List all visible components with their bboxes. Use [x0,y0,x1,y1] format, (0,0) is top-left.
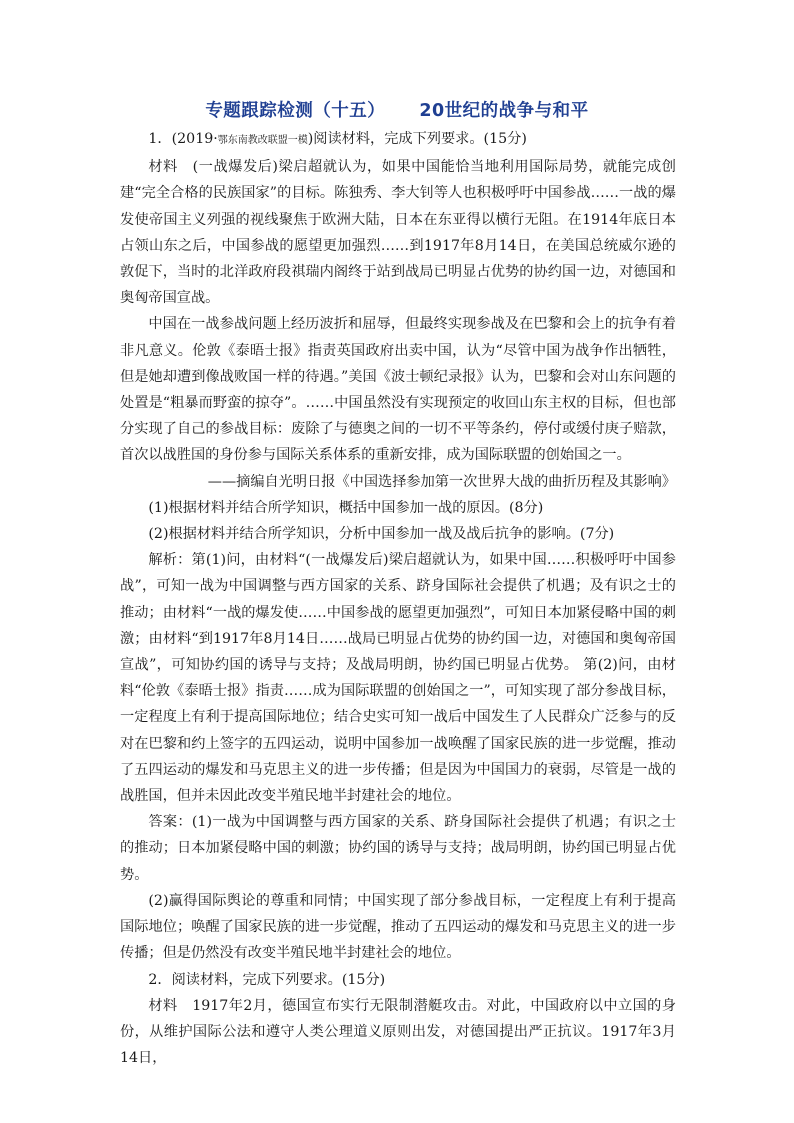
question-2-intro: 2．阅读材料，完成下列要求。(15分) [148,971,386,988]
question-1-source: ——摘编自光明日报《中国选择参加第一次世界大战的曲折历程及其影响》 [207,473,676,490]
page-title [0,97,794,122]
question-1-analysis: 解析：第(1)问，由材料“(一战爆发后)梁启超就认为，如果中国……积极呼吁中国参战”，可知一战为中国调整与西方国家的关系、跻身国际社会提供了机遇；及有识之士的推动；由材料“一战的爆发使……中国参战的愿望更加强烈”，可知日本加紧侵略中国的刺激；由材料“到1917年8月14日……战局已明显占优势的协约国一边，对德国和奥匈帝国宣战”，可知协约国的诱导与支持；及战局明朗，协约国已明显占优势。 第(2)问，由材料“伦敦《泰晤士报》指责……成为国际联盟的创始国之一”，可知实现了部分参战目标，一定程度上有利于提高国际地位；结合史实可知一战后中国发生了人民群众广泛参与的反对在巴黎和约上签字的五四运动，说明中国参加一战唤醒了国家民族的进一步觉醒，推动了五四运动的爆发和马克思主义的进一步传播；但是因为中国国力的衰弱，尽管是一战的战胜国，但并未因此改变半殖民地半封建社会的地位。 [120,552,676,805]
question-2-material-p1: 材料 1917年2月，德国宣布实行无限制潜艇攻击。对此，中国政府以中立国的身份，从维护国际公法和遵守人类公理道义原则出发，对德国提出严正抗议。1917年3月14日， [120,997,676,1067]
title-topic: 20世纪的战争与和平 [419,101,589,121]
document-body [120,126,676,1071]
question-1-intro: 1．(2019·鄂东南教改联盟一模)阅读材料，完成下列要求。(15分) [148,131,527,147]
question-1-answer-2: (2)赢得国际舆论的尊重和同情；中国实现了部分参战目标，一定程度上有利于提高国际地位；唤醒了国家民族的进一步觉醒，推动了五四运动的爆发和马克思主义的进一步传播；但是仍然没有改变半殖民地半封建社会的地位。 [120,892,676,962]
question-1-answer-1: 答案：(1)一战为中国调整与西方国家的关系、跻身国际社会提供了机遇；有识之士的推动；日本加紧侵略中国的刺激；协约国的诱导与支持；战局明朗，协约国已明显占优势。 [120,814,676,883]
question-1-material-p1: 材料 (一战爆发后)梁启超就认为，如果中国能恰当地利用国际局势，就能完成创建“完全合格的民族国家”的目标。陈独秀、李大钊等人也积极呼吁中国参战……一战的爆发使帝国主义列强的视线聚焦于欧洲大陆，日本在东亚得以横行无阻。在1914年底日本占领山东之后，中国参战的愿望更加强烈……到1917年8月14日，在美国总统威尔逊的敦促下，当时的北洋政府段祺瑞内阁终于站到战局已明显占优势的协约国一边，对德国和奥匈帝国宣战。 [120,159,676,307]
question-1-sub-1: (1)根据材料并结合所学知识，概括中国参加一战的原因。(8分) [148,499,544,516]
material-label: 材料 [148,159,178,176]
question-1-material-p2: 中国在一战参战问题上经历波折和屈辱，但最终实现参战及在巴黎和会上的抗争有着非凡意义。伦敦《泰晤士报》指责英国政府出卖中国，认为“尽管中国为战争作出牺牲，但是她却遭到像战败国一样的待遇。”美国《波士顿纪录报》认为，巴黎和会对山东问题的处置是“粗暴而野蛮的掠夺”。……中国虽然没有实现预定的收回山东主权的目标，但也部分实现了自己的参战目标：废除了与德奥之间的一切不平等条约，停付或缓付庚子赔款，首次以战胜国的身份参与国际关系体系的重新安排，成为国际联盟的创始国之一。 [120,316,676,464]
question-1-sub-2: (2)根据材料并结合所学知识，分析中国参加一战及战后抗争的影响。(7分) [148,526,615,543]
question-1-source-tag: 鄂东南教改联盟一模 [217,135,308,146]
title-series: 专题跟踪检测（十五） [205,101,386,121]
material-label: 材料 [148,997,178,1014]
